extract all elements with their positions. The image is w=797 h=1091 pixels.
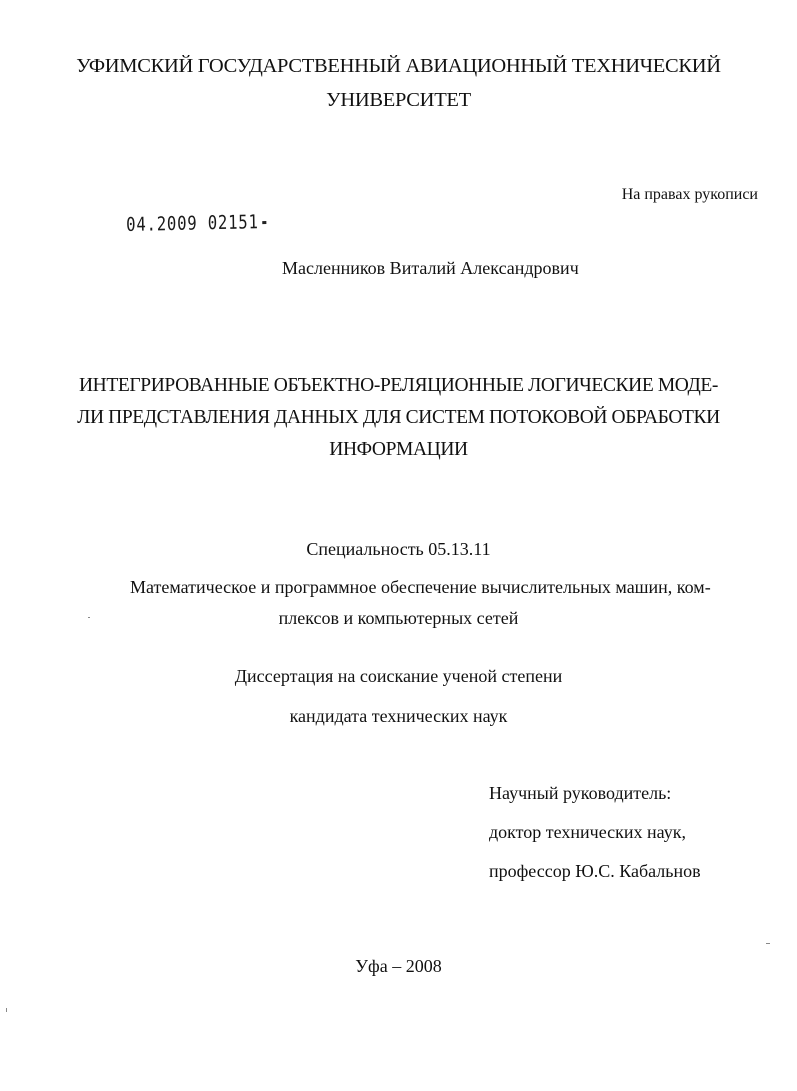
supervisor-name: профессор Ю.С. Кабальнов bbox=[489, 861, 701, 881]
specialty-code: Специальность 05.13.11 bbox=[306, 539, 491, 559]
specialty-name-line2: плексов и компьютерных сетей bbox=[278, 608, 519, 628]
dissertation-title-line3: ИНФОРМАЦИИ bbox=[329, 439, 468, 460]
supervisor-degree: доктор технических наук, bbox=[489, 822, 686, 842]
supervisor-label: Научный руководитель: bbox=[489, 783, 672, 803]
manuscript-rights-note: На правах рукописи bbox=[621, 186, 758, 203]
city-year: Уфа – 2008 bbox=[355, 956, 442, 976]
degree-line2: кандидата технических наук bbox=[289, 706, 508, 726]
university-name-line1: УФИМСКИЙ ГОСУДАРСТВЕННЫЙ АВИАЦИОННЫЙ ТЕХНИЧЕСКИЙ bbox=[76, 55, 721, 77]
registration-stamp-number: 04.2009 02151 bbox=[126, 211, 259, 236]
author-name: Масленников Виталий Александрович bbox=[282, 258, 579, 278]
degree-line1: Диссертация на соискание ученой степени bbox=[234, 666, 563, 686]
stamp-mark bbox=[262, 221, 266, 224]
scan-speck bbox=[766, 943, 770, 944]
registration-stamp bbox=[126, 211, 266, 236]
dissertation-title-line2: ЛИ ПРЕДСТАВЛЕНИЯ ДАННЫХ ДЛЯ СИСТЕМ ПОТОКОВОЙ ОБРАБОТКИ bbox=[77, 407, 720, 428]
dissertation-title-line1: ИНТЕГРИРОВАННЫЕ ОБЪЕКТНО-РЕЛЯЦИОННЫЕ ЛОГИЧЕСКИЕ МОДЕ- bbox=[79, 375, 718, 396]
specialty-name-line1: Математическое и программное обеспечение вычислительных машин, ком- bbox=[130, 577, 711, 597]
university-name-line2: УНИВЕРСИТЕТ bbox=[326, 89, 471, 111]
scan-speck bbox=[6, 1008, 7, 1012]
scan-speck bbox=[88, 617, 90, 618]
